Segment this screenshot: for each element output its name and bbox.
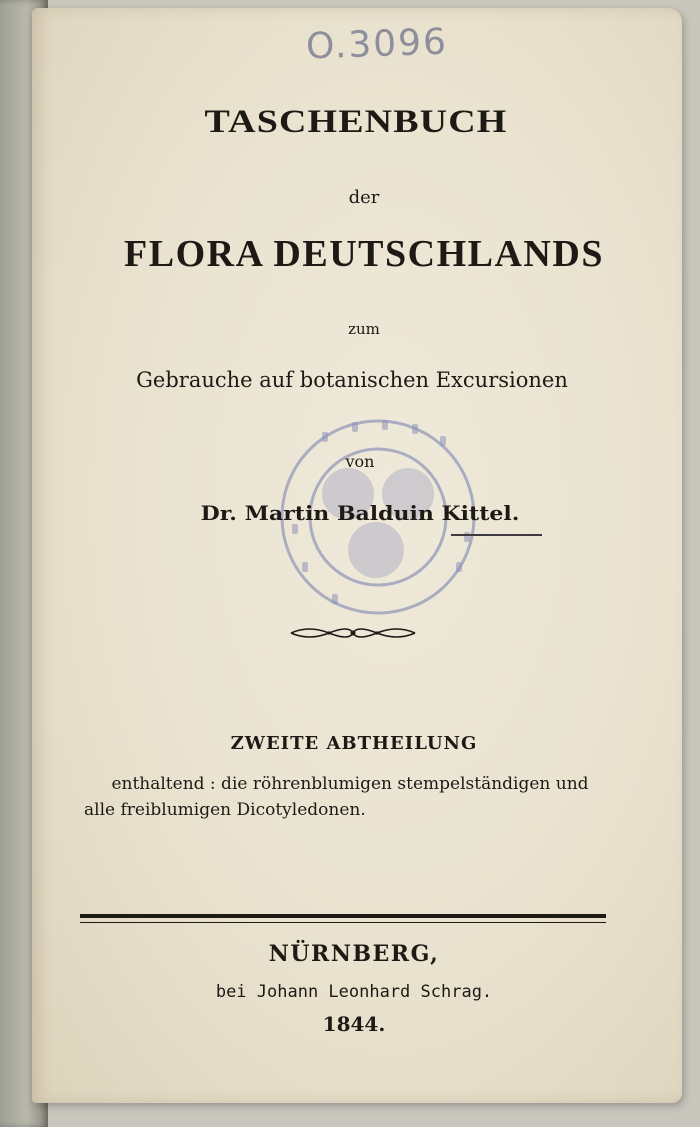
author-underline [451, 534, 542, 536]
imprint-city: NÜRNBERG, [268, 941, 440, 967]
imprint-year: 1844. [322, 1012, 386, 1036]
imprint-rule-thick [80, 914, 606, 918]
imprint-publisher: bei Johann Leonhard Schrag. [215, 982, 493, 1002]
title-zum: zum [348, 320, 380, 338]
ornament-divider-icon [289, 624, 417, 642]
title-flora: FLORA DEUTSCHLANDS [124, 233, 604, 275]
part-description-line2: alle freiblumigen Dicotyledonen. [84, 800, 366, 820]
author-name: Dr. Martin Balduin Kittel. [200, 501, 520, 525]
part-heading: ZWEITE ABTHEILUNG [230, 733, 478, 754]
part-description-line1: enthaltend : die röhrenblumigen stempelständigen und [111, 774, 589, 794]
subtitle: Gebrauche auf botanischen Excursionen [136, 368, 568, 392]
imprint-rule-thin [80, 922, 606, 923]
title-main: TASCHENBUCH [204, 104, 508, 140]
shelfmark-pencil: O.3096 [305, 21, 449, 68]
title-der: der [348, 187, 380, 208]
author-by: von [345, 452, 375, 471]
